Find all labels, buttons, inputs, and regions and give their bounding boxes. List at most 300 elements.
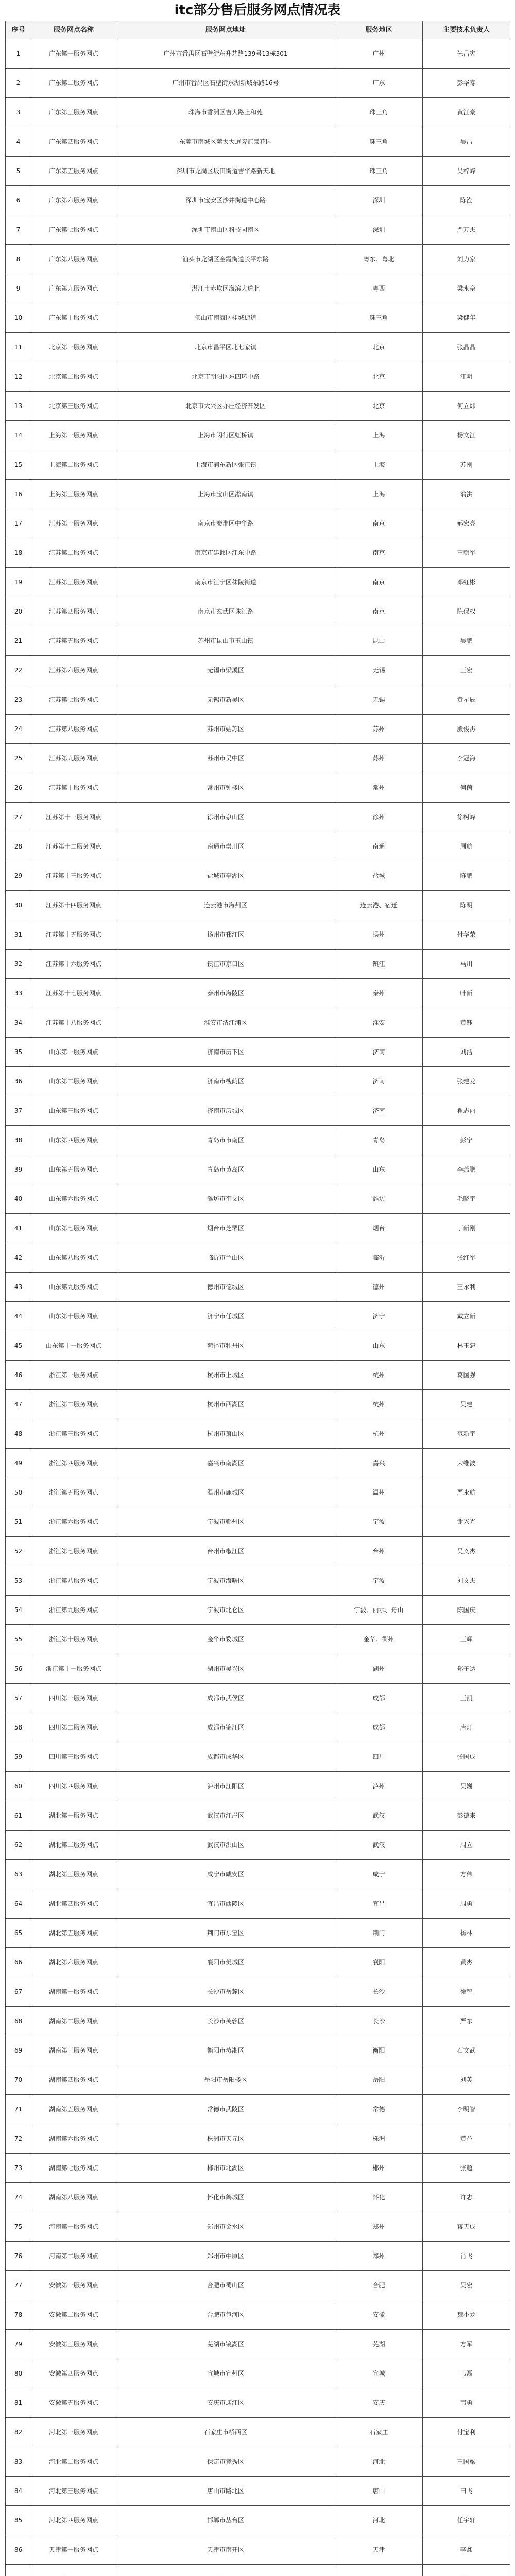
cell-address: 安庆市迎江区 — [116, 2388, 335, 2418]
cell-region: 北京 — [335, 333, 423, 362]
cell-outlet-name: 湖南第六服务网点 — [31, 2124, 116, 2154]
cell-index: 35 — [6, 1038, 31, 1067]
cell-address: 青岛市黄岛区 — [116, 1155, 335, 1184]
table-row — [6, 245, 510, 274]
cell-address: 宁波市鄞州区 — [116, 1507, 335, 1537]
cell-region: 咸宁 — [335, 1860, 423, 1889]
cell-index: 69 — [6, 2036, 31, 2065]
cell-index: 15 — [6, 450, 31, 480]
cell-address: 唐山市路北区 — [116, 2477, 335, 2506]
table-row — [6, 832, 510, 861]
table-row — [6, 1008, 510, 1038]
cell-region: 唐山 — [335, 2477, 423, 2506]
table-row — [6, 2535, 510, 2565]
cell-address: 武汉市江岸区 — [116, 1801, 335, 1831]
cell-outlet-name: 湖北第五服务网点 — [31, 1919, 116, 1948]
cell-address: 咸宁市咸安区 — [116, 1860, 335, 1889]
cell-index: 17 — [6, 509, 31, 538]
cell-index: 18 — [6, 538, 31, 568]
cell-region: 宜昌 — [335, 1889, 423, 1919]
cell-address: 深圳市宝安区沙井街道中心路 — [116, 186, 335, 215]
cell-index: 54 — [6, 1596, 31, 1625]
table-row — [6, 685, 510, 715]
table-row — [6, 597, 510, 626]
cell-index: 74 — [6, 2183, 31, 2212]
table-row — [6, 450, 510, 480]
cell-outlet-name: 广东第二服务网点 — [31, 69, 116, 98]
cell-region: 上海 — [335, 421, 423, 450]
cell-outlet-name: 江苏第六服务网点 — [31, 656, 116, 685]
cell-region: 天津 — [335, 2535, 423, 2565]
table-row — [6, 1096, 510, 1126]
cell-region: 襄阳 — [335, 1948, 423, 1977]
cell-address: 苏州市昆山市玉山镇 — [116, 626, 335, 656]
cell-index: 45 — [6, 1331, 31, 1361]
cell-technician: 张红军 — [423, 1243, 510, 1273]
cell-outlet-name: 安徽第二服务网点 — [31, 2300, 116, 2330]
cell-region: 成都 — [335, 1713, 423, 1742]
table-row — [6, 1713, 510, 1742]
cell-address: 郴州市北湖区 — [116, 2154, 335, 2183]
cell-outlet-name: 江苏第十四服务网点 — [31, 891, 116, 920]
cell-outlet-name: 广东第五服务网点 — [31, 157, 116, 186]
table-row — [6, 1889, 510, 1919]
cell-region: 潍坊 — [335, 1184, 423, 1214]
cell-region: 温州 — [335, 1478, 423, 1507]
cell-region: 粤东、粤北 — [335, 245, 423, 274]
cell-address: 镇江市京口区 — [116, 950, 335, 979]
cell-index: 46 — [6, 1361, 31, 1390]
cell-technician: 吴义杰 — [423, 1537, 510, 1566]
cell-technician: 周勇 — [423, 1889, 510, 1919]
cell-address: 上海市闵行区虹桥镇 — [116, 421, 335, 450]
cell-outlet-name: 江苏第二服务网点 — [31, 538, 116, 568]
cell-index: 61 — [6, 1801, 31, 1831]
cell-address: 上海市宝山区淞南镇 — [116, 480, 335, 509]
cell-index: 68 — [6, 2007, 31, 2036]
cell-outlet-name: 北京第三服务网点 — [31, 392, 116, 421]
cell-outlet-name: 湖南第一服务网点 — [31, 1977, 116, 2007]
cell-index: 72 — [6, 2124, 31, 2154]
cell-address: 菏泽市牡丹区 — [116, 1331, 335, 1361]
cell-technician: 彭德来 — [423, 1801, 510, 1831]
cell-address: 珠海市香洲区吉大路上和苑 — [116, 98, 335, 127]
cell-index: 3 — [6, 98, 31, 127]
cell-address: 南京市建邺区江东中路 — [116, 538, 335, 568]
cell-outlet-name: 浙江第一服务网点 — [31, 1361, 116, 1390]
cell-region: 镇江 — [335, 950, 423, 979]
cell-technician: 何立炜 — [423, 392, 510, 421]
cell-technician: 蒋天成 — [423, 2212, 510, 2242]
cell-index: 39 — [6, 1155, 31, 1184]
cell-technician: 韦勇 — [423, 2388, 510, 2418]
cell-technician: 付华荣 — [423, 920, 510, 950]
cell-technician: 刘力家 — [423, 245, 510, 274]
cell-technician: 李明智 — [423, 2095, 510, 2124]
header-technician: 主要技术负责人 — [423, 21, 510, 39]
cell-outlet-name: 江苏第十二服务网点 — [31, 832, 116, 861]
cell-technician: 吴建 — [423, 1390, 510, 1419]
cell-outlet-name: 天津第一服务网点 — [31, 2535, 116, 2565]
table-row — [6, 979, 510, 1008]
cell-address: 长沙市岳麓区 — [116, 1977, 335, 2007]
cell-technician: 吴梓峰 — [423, 157, 510, 186]
cell-outlet-name: 江苏第四服务网点 — [31, 597, 116, 626]
cell-technician: 梁健年 — [423, 303, 510, 333]
table-row — [6, 1772, 510, 1801]
cell-index: 57 — [6, 1684, 31, 1713]
cell-region: 宣城 — [335, 2359, 423, 2388]
cell-technician: 王国梁 — [423, 2447, 510, 2477]
cell-index: 82 — [6, 2418, 31, 2447]
table-row — [6, 1507, 510, 1537]
cell-address: 合肥市包河区 — [116, 2300, 335, 2330]
cell-outlet-name: 山东第七服务网点 — [31, 1214, 116, 1243]
cell-address: 郑州市中原区 — [116, 2242, 335, 2271]
cell-address: 宜昌市西陵区 — [116, 1889, 335, 1919]
cell-region: 南京 — [335, 568, 423, 597]
cell-technician: 殷俊杰 — [423, 715, 510, 744]
cell-index: 81 — [6, 2388, 31, 2418]
cell-address: 芜湖市镜湖区 — [116, 2330, 335, 2359]
header-address: 服务网点地址 — [116, 21, 335, 39]
cell-technician: 刘浩 — [423, 1038, 510, 1067]
table-row — [6, 1214, 510, 1243]
cell-region: 临沂 — [335, 1243, 423, 1273]
cell-index: 12 — [6, 362, 31, 392]
cell-technician: 郝宏亮 — [423, 509, 510, 538]
cell-index: 70 — [6, 2065, 31, 2095]
table-row — [6, 2300, 510, 2330]
cell-outlet-name: 浙江第十服务网点 — [31, 1625, 116, 1654]
cell-region: 长沙 — [335, 1977, 423, 2007]
table-row — [6, 1654, 510, 1684]
cell-region: 南京 — [335, 597, 423, 626]
cell-region: 成都 — [335, 1684, 423, 1713]
cell-index: 7 — [6, 215, 31, 245]
cell-outlet-name: 四川第四服务网点 — [31, 1772, 116, 1801]
cell-technician: 王朝军 — [423, 538, 510, 568]
cell-region: 苏州 — [335, 744, 423, 773]
cell-address: 怀化市鹤城区 — [116, 2183, 335, 2212]
cell-region: 郑州 — [335, 2212, 423, 2242]
table-row — [6, 626, 510, 656]
table-row — [6, 303, 510, 333]
cell-index: 10 — [6, 303, 31, 333]
cell-address: 德州市德城区 — [116, 1273, 335, 1302]
cell-address: 台州市椒江区 — [116, 1537, 335, 1566]
cell-outlet-name: 江苏第三服务网点 — [31, 568, 116, 597]
cell-outlet-name: 四川第二服务网点 — [31, 1713, 116, 1742]
cell-address: 连云港市海州区 — [116, 891, 335, 920]
table-row — [6, 950, 510, 979]
table-row — [6, 1273, 510, 1302]
table-row — [6, 480, 510, 509]
cell-index: 23 — [6, 685, 31, 715]
cell-region: 无锡 — [335, 685, 423, 715]
cell-region: 石家庄 — [335, 2418, 423, 2447]
table-row — [6, 1919, 510, 1948]
cell-address: 临沂市兰山区 — [116, 1243, 335, 1273]
cell-index — [6, 2565, 31, 2576]
cell-outlet-name: 河北第四服务网点 — [31, 2506, 116, 2535]
table-row — [6, 2477, 510, 2506]
cell-outlet-name: 河北第三服务网点 — [31, 2477, 116, 2506]
cell-address: 湛江市赤坎区海滨大道北 — [116, 274, 335, 303]
cell-index: 14 — [6, 421, 31, 450]
cell-technician: 吴巍 — [423, 1772, 510, 1801]
cell-outlet-name: 河北第一服务网点 — [31, 2418, 116, 2447]
cell-technician: 宋维波 — [423, 1449, 510, 1478]
cell-technician: 付宝利 — [423, 2418, 510, 2447]
table-row — [6, 920, 510, 950]
cell-outlet-name: 北京第二服务网点 — [31, 362, 116, 392]
cell-outlet-name: 山东第十服务网点 — [31, 1302, 116, 1331]
cell-outlet-name: 山东第八服务网点 — [31, 1243, 116, 1273]
cell-outlet-name: 湖北第四服务网点 — [31, 1889, 116, 1919]
cell-region: 宁波、丽水、舟山 — [335, 1596, 423, 1625]
table-row — [6, 392, 510, 421]
cell-technician: 严永航 — [423, 1478, 510, 1507]
cell-address: 无锡市新吴区 — [116, 685, 335, 715]
table-row — [6, 362, 510, 392]
cell-outlet-name: 浙江第五服务网点 — [31, 1478, 116, 1507]
cell-address: 泸州市江阳区 — [116, 1772, 335, 1801]
cell-technician: 徐树峰 — [423, 803, 510, 832]
cell-region: 珠三角 — [335, 303, 423, 333]
cell-address: 合肥市蜀山区 — [116, 2271, 335, 2300]
cell-index: 64 — [6, 1889, 31, 1919]
cell-address: 北京市昌平区北七家镇 — [116, 333, 335, 362]
table-row — [6, 1860, 510, 1889]
cell-address: 无锡市梁溪区 — [116, 656, 335, 685]
cell-technician: 张建龙 — [423, 1067, 510, 1096]
cell-technician: 陈国庆 — [423, 1596, 510, 1625]
cell-index: 31 — [6, 920, 31, 950]
cell-technician: 邓红彬 — [423, 568, 510, 597]
cell-address: 烟台市芝罘区 — [116, 1214, 335, 1243]
cell-index: 65 — [6, 1919, 31, 1948]
header-index: 序号 — [6, 21, 31, 39]
cell-index: 24 — [6, 715, 31, 744]
table-row — [6, 538, 510, 568]
table-row — [6, 1067, 510, 1096]
cell-region: 合肥 — [335, 2271, 423, 2300]
cell-address: 石家庄市桥西区 — [116, 2418, 335, 2447]
cell-index: 37 — [6, 1096, 31, 1126]
cell-technician: 刘文杰 — [423, 1566, 510, 1596]
table-row — [6, 215, 510, 245]
cell-index: 2 — [6, 69, 31, 98]
cell-technician: 王宏 — [423, 656, 510, 685]
cell-index: 80 — [6, 2359, 31, 2388]
cell-technician: 严万杰 — [423, 215, 510, 245]
cell-outlet-name: 广东第六服务网点 — [31, 186, 116, 215]
cell-region: 武汉 — [335, 1801, 423, 1831]
cell-outlet-name: 山东第六服务网点 — [31, 1184, 116, 1214]
cell-region: 青岛 — [335, 1126, 423, 1155]
cell-outlet-name: 浙江第六服务网点 — [31, 1507, 116, 1537]
cell-region: 湖州 — [335, 1654, 423, 1684]
cell-region: 无锡 — [335, 656, 423, 685]
cell-outlet-name: 安徽第五服务网点 — [31, 2388, 116, 2418]
cell-address: 襄阳市樊城区 — [116, 1948, 335, 1977]
service-outlet-table — [5, 21, 510, 2576]
cell-index: 59 — [6, 1742, 31, 1772]
cell-region: 宁波 — [335, 1507, 423, 1537]
table-row — [6, 891, 510, 920]
cell-address: 宁波市海曙区 — [116, 1566, 335, 1596]
cell-technician: 陈保权 — [423, 597, 510, 626]
cell-region: 常州 — [335, 773, 423, 803]
cell-outlet-name: 江苏第八服务网点 — [31, 715, 116, 744]
cell-technician: 范新宇 — [423, 1419, 510, 1449]
cell-index: 71 — [6, 2095, 31, 2124]
cell-region: 济南 — [335, 1038, 423, 1067]
cell-address: 南京市玄武区珠江路 — [116, 597, 335, 626]
cell-address: 南京市江宁区秣陵街道 — [116, 568, 335, 597]
cell-region: 金华、衢州 — [335, 1625, 423, 1654]
cell-region: 泸州 — [335, 1772, 423, 1801]
cell-outlet-name: 广东第九服务网点 — [31, 274, 116, 303]
cell-technician: 郑子达 — [423, 1654, 510, 1684]
cell-region: 南京 — [335, 509, 423, 538]
cell-region: 珠三角 — [335, 127, 423, 157]
table-row — [6, 2095, 510, 2124]
cell-address: 郑州市金水区 — [116, 2212, 335, 2242]
cell-region: 四川 — [335, 1742, 423, 1772]
cell-outlet-name: 广东第十服务网点 — [31, 303, 116, 333]
cell-technician: 江明 — [423, 362, 510, 392]
cell-region: 上海 — [335, 480, 423, 509]
cell-outlet-name — [31, 2565, 116, 2576]
cell-technician: 彭宁 — [423, 1126, 510, 1155]
cell-region: 济宁 — [335, 1302, 423, 1331]
cell-technician: 林玉恕 — [423, 1331, 510, 1361]
cell-region: 盐城 — [335, 861, 423, 891]
table-row — [6, 2007, 510, 2036]
cell-index: 79 — [6, 2330, 31, 2359]
cell-technician: 彭华寿 — [423, 69, 510, 98]
cell-index: 53 — [6, 1566, 31, 1596]
cell-region: 安徽 — [335, 2300, 423, 2330]
cell-outlet-name: 浙江第八服务网点 — [31, 1566, 116, 1596]
table-row — [6, 1038, 510, 1067]
table-row — [6, 2388, 510, 2418]
cell-technician: 黄星辰 — [423, 685, 510, 715]
cell-technician: 梁永奋 — [423, 274, 510, 303]
cell-technician: 王凯 — [423, 1684, 510, 1713]
cell-outlet-name: 江苏第十七服务网点 — [31, 979, 116, 1008]
table-row — [6, 157, 510, 186]
cell-index: 56 — [6, 1654, 31, 1684]
cell-technician: 周航 — [423, 832, 510, 861]
table-row — [6, 744, 510, 773]
cell-outlet-name: 浙江第三服务网点 — [31, 1419, 116, 1449]
table-row — [6, 1478, 510, 1507]
cell-technician: 李冠海 — [423, 744, 510, 773]
table-row — [6, 1361, 510, 1390]
cell-outlet-name: 山东第一服务网点 — [31, 1038, 116, 1067]
table-row — [6, 861, 510, 891]
cell-index: 11 — [6, 333, 31, 362]
cell-technician: 任宇轩 — [423, 2506, 510, 2535]
cell-outlet-name: 上海第三服务网点 — [31, 480, 116, 509]
cell-region: 衡阳 — [335, 2036, 423, 2065]
cell-address: 济南市历下区 — [116, 1038, 335, 1067]
cell-technician: 葛国强 — [423, 1361, 510, 1390]
cell-address: 杭州市西湖区 — [116, 1390, 335, 1419]
cell-outlet-name: 江苏第十一服务网点 — [31, 803, 116, 832]
cell-outlet-name: 山东第三服务网点 — [31, 1096, 116, 1126]
cell-region: 株洲 — [335, 2124, 423, 2154]
table-row — [6, 2242, 510, 2271]
cell-address: 长沙市芙蓉区 — [116, 2007, 335, 2036]
cell-outlet-name: 山东第九服务网点 — [31, 1273, 116, 1302]
cell-index: 84 — [6, 2477, 31, 2506]
table-row — [6, 2154, 510, 2183]
cell-region: 德州 — [335, 1273, 423, 1302]
cell-index: 76 — [6, 2242, 31, 2271]
table-row — [6, 2418, 510, 2447]
cell-address: 成都市成华区 — [116, 1742, 335, 1772]
cell-technician: 唐灯 — [423, 1713, 510, 1742]
table-row — [6, 127, 510, 157]
cell-technician: 翟志丽 — [423, 1096, 510, 1126]
table-row — [6, 39, 510, 69]
table-row — [6, 1948, 510, 1977]
cell-region: 珠三角 — [335, 98, 423, 127]
cell-address: 东莞市南城区莞太大道旁汇景花园 — [116, 127, 335, 157]
table-row — [6, 2330, 510, 2359]
cell-address: 徐州市泉山区 — [116, 803, 335, 832]
cell-region: 徐州 — [335, 803, 423, 832]
cell-index: 13 — [6, 392, 31, 421]
table-row — [6, 98, 510, 127]
cell-outlet-name: 浙江第九服务网点 — [31, 1596, 116, 1625]
cell-index: 62 — [6, 1831, 31, 1860]
cell-technician: 黄钰 — [423, 1008, 510, 1038]
cell-outlet-name: 北京第一服务网点 — [31, 333, 116, 362]
cell-outlet-name: 山东第四服务网点 — [31, 1126, 116, 1155]
cell-technician: 杨文江 — [423, 421, 510, 450]
cell-index: 6 — [6, 186, 31, 215]
cell-technician — [423, 2565, 510, 2576]
table-row — [6, 1449, 510, 1478]
cell-address: 常德市武陵区 — [116, 2095, 335, 2124]
cell-technician: 徐智 — [423, 1977, 510, 2007]
cell-technician: 杨林 — [423, 1919, 510, 1948]
cell-outlet-name: 江苏第一服务网点 — [31, 509, 116, 538]
cell-region: 荆门 — [335, 1919, 423, 1948]
table-row — [6, 1625, 510, 1654]
cell-region: 怀化 — [335, 2183, 423, 2212]
cell-technician: 王永利 — [423, 1273, 510, 1302]
cell-technician: 严东 — [423, 2007, 510, 2036]
cell-technician: 何茵 — [423, 773, 510, 803]
header-region: 服务地区 — [335, 21, 423, 39]
cell-region: 济南 — [335, 1067, 423, 1096]
cell-index: 29 — [6, 861, 31, 891]
cell-index: 73 — [6, 2154, 31, 2183]
table-row — [6, 2183, 510, 2212]
cell-technician: 朱昌宪 — [423, 39, 510, 69]
cell-technician: 周立 — [423, 1831, 510, 1860]
cell-technician: 陈鹏 — [423, 861, 510, 891]
table-row — [6, 509, 510, 538]
cell-technician: 田飞 — [423, 2477, 510, 2506]
cell-outlet-name: 广东第八服务网点 — [31, 245, 116, 274]
